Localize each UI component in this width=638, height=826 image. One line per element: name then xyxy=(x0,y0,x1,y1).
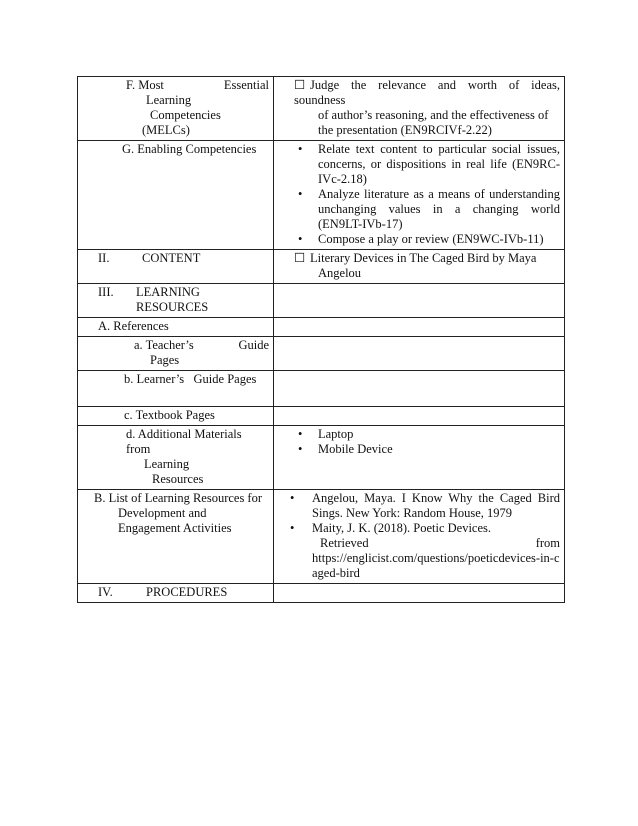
bullet-icon: • xyxy=(298,187,303,201)
reference-retrieved: Retrieved xyxy=(320,536,369,550)
melcs-text-1: Judge the relevance and worth of ideas, soundness xyxy=(294,78,560,107)
melcs-label-a: F. Most xyxy=(126,78,164,92)
textbook-content-cell xyxy=(274,407,565,426)
bullet-icon: • xyxy=(298,442,303,456)
melcs-label-b: Essential xyxy=(223,78,269,92)
melcs-text-2: of author’s reasoning, and the effectiveness of xyxy=(318,108,549,122)
procedures-content-cell xyxy=(274,584,565,603)
list-item xyxy=(278,442,560,457)
procedures-numeral: IV. xyxy=(98,585,113,599)
enabling-item-text: Relate text content to particular social issues, concerns, or dispositions in real life (EN9RC-IVc-2.18) xyxy=(318,142,560,186)
content-content-cell xyxy=(274,250,565,284)
list-item xyxy=(278,232,560,247)
resources-label-1: LEARNING xyxy=(136,285,200,299)
additional-label-cell xyxy=(78,426,274,490)
table-row-textbook xyxy=(78,407,565,426)
list-item xyxy=(278,491,560,521)
reference-text: Maity, J. K. (2018). Poetic Devices. xyxy=(312,521,492,535)
additional-item-text: Laptop xyxy=(318,427,354,441)
resources-content-cell xyxy=(274,284,565,318)
list-label-1: B. List of Learning Resources for xyxy=(94,491,263,505)
references-list xyxy=(278,491,560,581)
melcs-label-d: Competencies xyxy=(150,108,221,122)
additional-label-b: Learning xyxy=(144,457,190,471)
textbook-label: c. Textbook Pages xyxy=(124,408,215,422)
list-content-cell xyxy=(274,490,565,584)
references-content-cell xyxy=(274,318,565,337)
resources-label-2: RESOURCES xyxy=(136,300,209,314)
content-text-1: Literary Devices in The Caged Bird by Maya xyxy=(310,251,537,265)
list-item xyxy=(278,427,560,442)
table-row-enabling xyxy=(78,141,565,250)
additional-label-a: d. Additional Materials from xyxy=(126,427,242,456)
learners-label: b. Learner’s Guide Pages xyxy=(124,372,257,386)
bullet-icon: • xyxy=(298,232,303,246)
melcs-text-3: the presentation (EN9RCIVf-2.22) xyxy=(318,123,492,137)
resources-numeral: III. xyxy=(98,285,114,299)
additional-content-cell xyxy=(274,426,565,490)
table-row-melcs xyxy=(78,77,565,141)
list-item xyxy=(278,142,560,187)
bullet-icon: • xyxy=(290,491,295,505)
melcs-content-cell xyxy=(274,77,565,141)
melcs-label-e: (MELCs) xyxy=(142,123,190,137)
content-label: CONTENT xyxy=(142,251,201,265)
list-label-3: Engagement Activities xyxy=(118,521,232,535)
bullet-icon: • xyxy=(298,142,303,156)
teachers-label-b: Guide xyxy=(238,338,269,352)
list-label-2: Development and xyxy=(118,506,207,520)
list-item xyxy=(278,187,560,232)
bullet-icon: • xyxy=(290,521,295,535)
textbook-label-cell xyxy=(78,407,274,426)
checkbox-symbol-icon: ☐ xyxy=(294,251,306,265)
enabling-item-text: Compose a play or review (EN9WC-IVb-11) xyxy=(318,232,544,246)
table-row-additional xyxy=(78,426,565,490)
reference-text: Angelou, Maya. I Know Why the Caged Bird Sings. New York: Random House, 1979 xyxy=(312,491,560,520)
table-row-teachers xyxy=(78,337,565,371)
content-label-cell xyxy=(78,250,274,284)
lesson-plan-table xyxy=(77,76,565,603)
procedures-label-cell xyxy=(78,584,274,603)
table-row-content xyxy=(78,250,565,284)
procedures-label: PROCEDURES xyxy=(146,585,228,599)
checkbox-symbol-icon: ☐ xyxy=(294,78,306,92)
teachers-label-a: a. Teacher’s xyxy=(134,338,194,352)
resources-label-cell xyxy=(78,284,274,318)
enabling-content-cell xyxy=(274,141,565,250)
additional-item-text: Mobile Device xyxy=(318,442,393,456)
melcs-label-c: Learning xyxy=(146,93,192,107)
additional-list xyxy=(278,427,560,457)
enabling-label: G. Enabling Competencies xyxy=(122,142,257,156)
table-row-resources xyxy=(78,284,565,318)
table-row-list xyxy=(78,490,565,584)
enabling-list xyxy=(278,142,560,247)
references-label-cell xyxy=(78,318,274,337)
learners-label-cell xyxy=(78,371,274,407)
melcs-label-cell xyxy=(78,77,274,141)
table-row-learners xyxy=(78,371,565,407)
enabling-label-cell xyxy=(78,141,274,250)
additional-label-c: Resources xyxy=(152,472,204,486)
teachers-label-c: Pages xyxy=(150,353,180,367)
reference-url: https://englicist.com/questions/poeticdevices-in-caged-bird xyxy=(312,551,560,580)
learners-content-cell xyxy=(274,371,565,407)
teachers-content-cell xyxy=(274,337,565,371)
content-numeral: II. xyxy=(98,251,110,265)
table-row-references xyxy=(78,318,565,337)
reference-from: from xyxy=(535,536,560,550)
table-row-procedures xyxy=(78,584,565,603)
list-item xyxy=(278,521,560,581)
content-text-2: Angelou xyxy=(318,266,362,280)
enabling-item-text: Analyze literature as a means of understanding unchanging values in a changing world (EN9LT-IVb-17) xyxy=(318,187,560,231)
list-label-cell xyxy=(78,490,274,584)
references-label: A. References xyxy=(98,319,169,333)
bullet-icon: • xyxy=(298,427,303,441)
teachers-label-cell xyxy=(78,337,274,371)
